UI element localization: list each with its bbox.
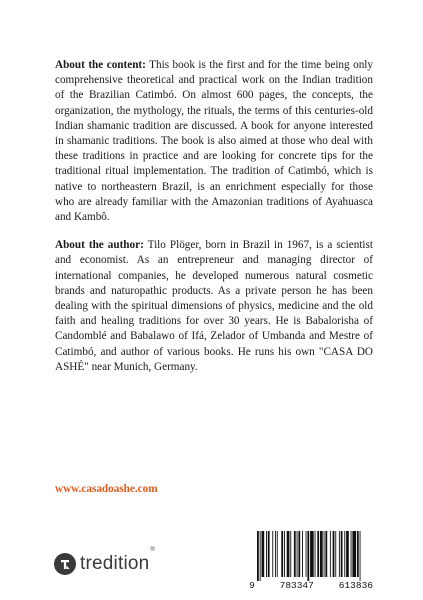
barcode-bar <box>277 531 278 577</box>
barcode-bar <box>268 531 270 577</box>
barcode-bar <box>266 531 267 577</box>
about-author-text: Tilo Plöger, born in Brazil in 1967, is a scientist and economist. As an entrepreneur and managing director of international companies, he developed numerous natural cosmetic brands and naturopathic products. As a private person he has been dealing with the spiritual dimensions of physics, medicine and the old faith and healing traditions for over 30 years. He is Babalorisha of Candomblé and Babalawo of Ifá, Zelador of Umbanda and Mestre of Catimbó, and author of various books. He runs his own "CASA DO ASHÉ" near Munich, Germany. <box>55 239 373 373</box>
barcode-bar <box>320 531 323 577</box>
barcode-bar <box>330 531 331 577</box>
barcode-bar <box>281 531 283 577</box>
barcode-bar <box>297 531 298 577</box>
barcode-bar <box>294 531 296 577</box>
isbn-left-group: 783347 <box>279 580 314 591</box>
barcode-bar <box>357 531 359 577</box>
barcode-bar <box>310 531 314 577</box>
barcode-bar <box>317 531 319 577</box>
barcode-bar <box>352 531 356 577</box>
barcode-bar <box>360 531 361 581</box>
isbn-right-group: 613836 <box>338 580 373 591</box>
barcode-bar <box>325 531 327 577</box>
barcode-bar <box>298 531 300 577</box>
barcode-bar <box>262 531 265 577</box>
about-content-heading: About the content: <box>55 59 146 71</box>
barcode-bar <box>260 531 261 581</box>
barcode-bar <box>284 531 285 577</box>
barcode-bar <box>257 531 259 581</box>
about-content-paragraph <box>55 58 373 225</box>
barcode-bar <box>333 531 335 577</box>
barcode-bar <box>302 531 303 577</box>
about-content-text: This book is the first and for the time being only comprehensive theoretical and practical work on the Indian tradition of the Brazilian Catimbó. On almost 600 pages, the concepts, the organization, the mythology, the rituals, the terms of this centuries-old Indian shamanic tradition are discussed. A book for anyone interested in shamanic traditions. The book is also aimed at those who deal with these traditions in practice and are looking for concrete tips for the traditional ritual implementation. The tradition of Catimbó, which is native to northeastern Brazil, is an enrichment especially for those who are already familiar with the Amazonian traditions of Ayahuasca and Kambô. <box>55 59 373 224</box>
website-link[interactable]: www.casadoashe.com <box>55 483 158 495</box>
barcode-bar <box>346 531 349 577</box>
isbn-barcode <box>249 531 373 581</box>
registered-mark: ® <box>150 547 155 553</box>
barcode-bar <box>306 531 307 577</box>
barcode-bar <box>287 531 290 577</box>
barcode-bar <box>324 531 325 577</box>
barcode-bars <box>249 531 373 581</box>
isbn-digits <box>249 580 373 591</box>
barcode-bar <box>351 531 352 577</box>
barcode-bar <box>272 531 273 577</box>
barcode-bar <box>275 531 276 577</box>
publisher-name-wrap <box>80 547 155 575</box>
barcode-bar <box>341 531 343 577</box>
back-cover-text <box>55 58 373 388</box>
publisher-name: tredition <box>80 553 150 574</box>
tredition-logo-icon <box>54 553 76 575</box>
barcode-bar <box>335 531 336 577</box>
about-author-paragraph <box>55 238 373 375</box>
publisher-logo-block <box>54 547 155 575</box>
barcode-bar <box>315 531 316 577</box>
barcode-bar <box>344 531 345 577</box>
about-author-heading: About the author: <box>55 239 144 252</box>
isbn-prefix-digit: 9 <box>249 580 255 591</box>
barcode-bar <box>290 531 291 577</box>
barcode-bar <box>339 531 340 577</box>
barcode-bar <box>307 531 309 581</box>
